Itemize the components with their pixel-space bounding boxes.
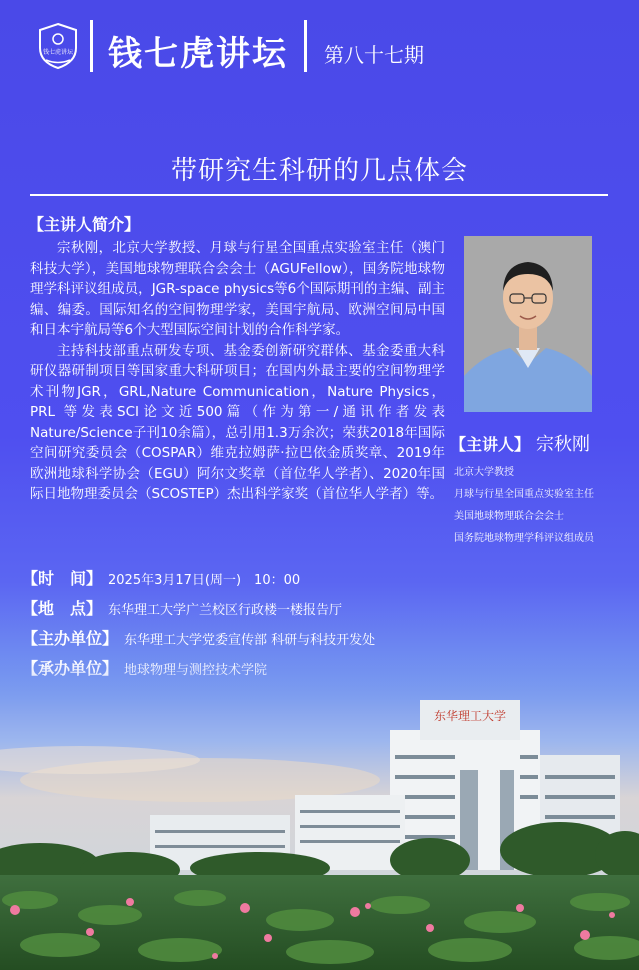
speaker-photo <box>464 236 592 412</box>
speaker-title-item: 国务院地球物理学科评议组成员 <box>454 533 594 544</box>
talk-title: 带研究生科研的几点体会 <box>170 156 468 186</box>
time-value: 2025年3月17日(周一) 10：00 <box>108 573 301 588</box>
speaker-name-row <box>450 430 590 456</box>
time-label: 【时 间】 <box>22 569 103 588</box>
brand-title: 钱七虎讲坛 <box>108 34 288 74</box>
info-host <box>22 626 375 649</box>
speaker-titles <box>454 462 634 550</box>
bio-heading: 【主讲人简介】 <box>28 215 141 234</box>
place-value: 东华理工大学广兰校区行政楼一楼报告厅 <box>108 603 343 618</box>
speaker-title-item: 月球与行星全国重点实验室主任 <box>454 489 594 500</box>
host-label: 【主办单位】 <box>22 629 119 648</box>
bio-paragraph: 宗秋刚，北京大学教授、月球与行星全国重点实验室主任（澳门科技大学），美国地球物理联合会会士（AGUFellow），国务院地球物理学科评议组成员，JGR-space physics等6个国际期刊的主编、副主编、编委。国际知名的空间物理学家，美国宇航局、欧洲空间局中国和日本宇航局等6个大型国际空间计划的合作科学家。 <box>30 240 445 338</box>
university-logo <box>36 22 80 70</box>
title-underline <box>30 194 608 196</box>
speaker-tag: 【主讲人】 <box>450 435 531 454</box>
bio-text <box>30 238 445 505</box>
speaker-title-item: 北京大学教授 <box>454 467 514 478</box>
header-divider-right <box>304 20 307 72</box>
speaker-name: 宗秋刚 <box>536 434 591 455</box>
logo-text: 钱七虎讲坛 <box>42 49 74 56</box>
info-place <box>22 596 342 619</box>
place-label: 【地 点】 <box>22 599 103 618</box>
bio-paragraph: 主持科技部重点研发专项、基金委创新研究群体、基金委重大科研仪器研制项目等国家重大科研项目；在国内外最主要的空间物理学术刊物JGR，GRL,Nature Communication，Nature Physics，PRL 等发表SCI论文近500篇（作为第一/通讯作者发表Nature/Science子刊10余篇），总引用1.3万余次；荣获2018年国际空间研究委员会（COSPAR）维克拉姆萨·拉巴依金质奖章、2019年欧洲地球科学协会（EGU）阿尔文奖章（首位华人学者）、2020年国际日地物理委员会（SCOSTEP）杰出科学家奖（首位华人学者）等。 <box>30 342 445 502</box>
building-sign: 东华理工大学 <box>433 709 507 723</box>
header-divider-left <box>90 20 93 72</box>
info-time <box>22 566 300 589</box>
speaker-title-item: 美国地球物理联合会会士 <box>454 511 564 522</box>
header <box>0 0 639 90</box>
speaker-portrait <box>464 236 592 412</box>
host-value: 东华理工大学党委宣传部 科研与科技开发处 <box>124 633 376 648</box>
issue-number: 第八十七期 <box>324 43 424 67</box>
campus-scene <box>0 660 639 970</box>
